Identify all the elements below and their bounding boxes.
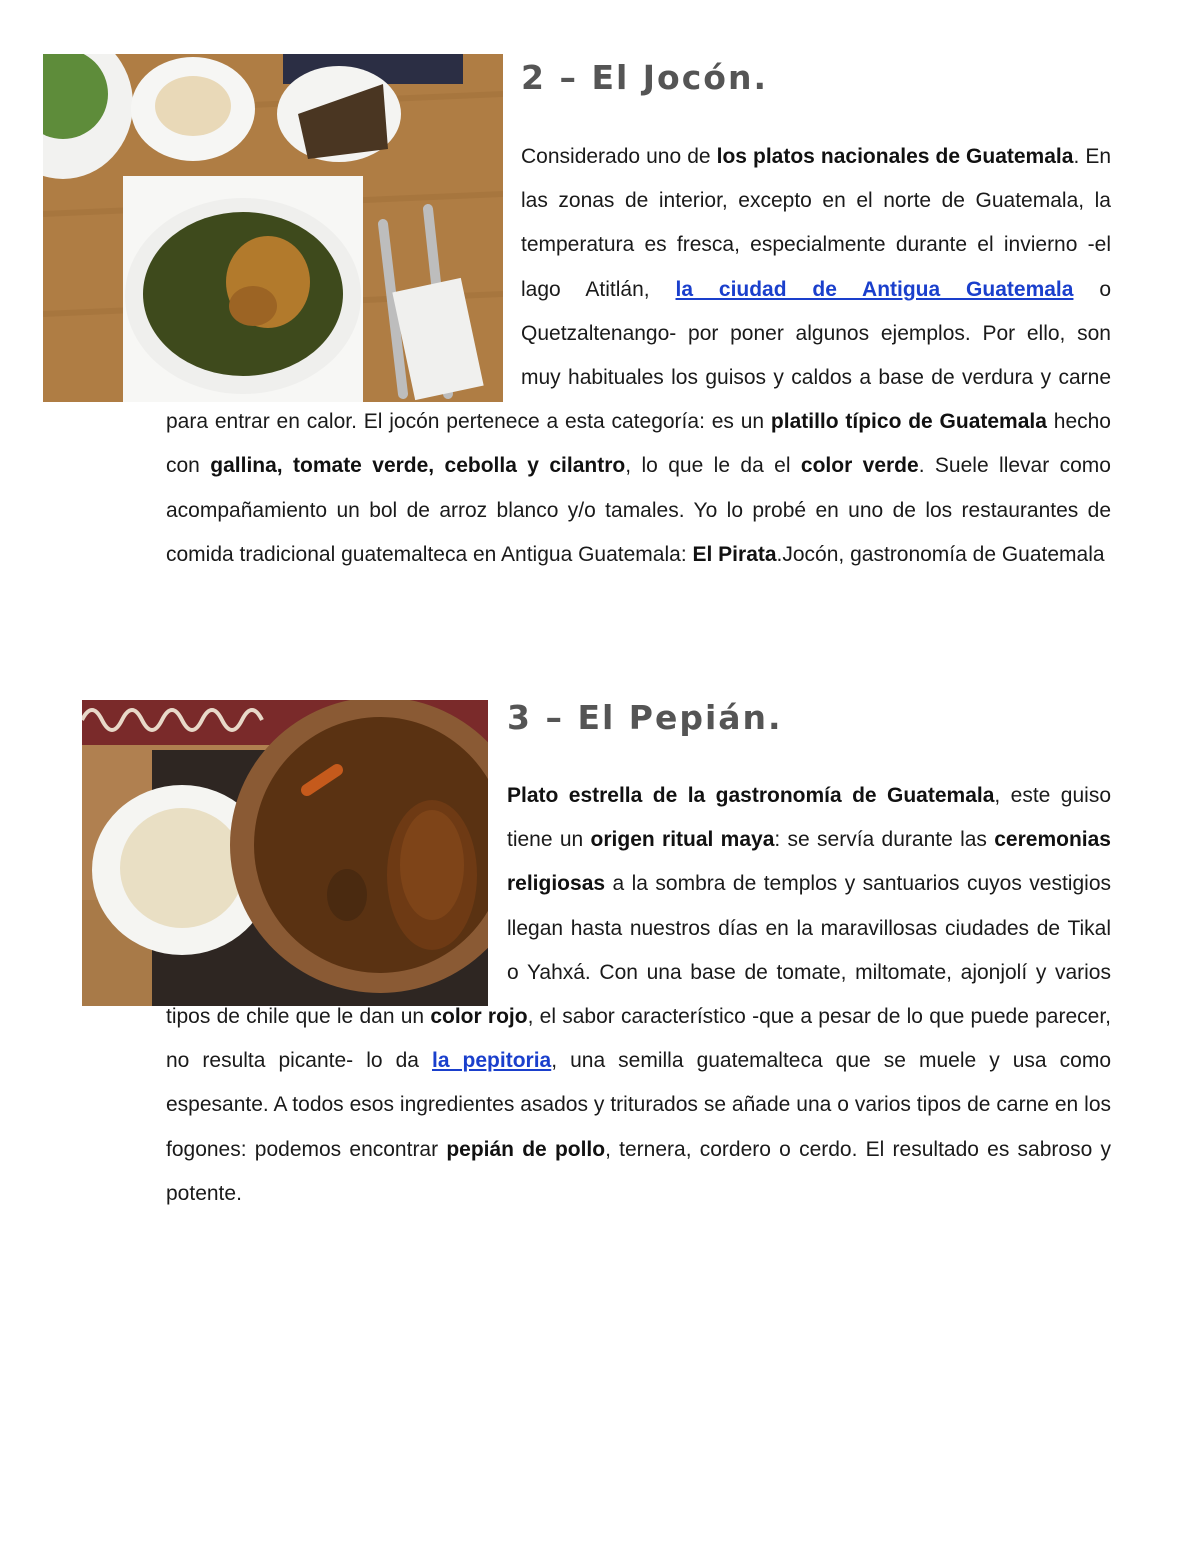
jocon-text-6: . Suele llevar como acompañamiento un bol de arroz blanco y/o tamales. Yo lo probé en uno de los restaurantes de comida tradicional guatemalteca en Antigua Guatemala: <box>166 454 1111 566</box>
pepian-bold-2: origen ritual maya <box>590 828 775 852</box>
jocon-bold-2: platillo típico de Guatemala <box>770 410 1047 434</box>
jocon-text-5: , lo que le da el <box>625 454 801 478</box>
jocon-bold-4: color verde <box>800 454 919 478</box>
pepian-bold-1: Plato estrella de la gastronomía de Guatemala <box>507 784 995 807</box>
jocon-bold-5: El Pirata <box>692 542 777 566</box>
pepian-bold-4: color rojo <box>430 1005 528 1029</box>
pepian-text-4: , el sabor característico -que a pesar de lo que puede parecer, no resulta picante- lo da <box>166 1005 1111 1073</box>
jocon-text-2: . En las zonas de interior, excepto en el norte de Guatemala, la temperatura es fresca, especialmente durante el invierno -el lago Atitlán, <box>521 145 1112 301</box>
jocon-bold-1: los platos nacionales de Guatemala <box>716 145 1074 168</box>
section-heading-pepian: 3 – El Pepián. <box>507 698 783 737</box>
pepian-paragraph <box>166 774 1111 1216</box>
jocon-text-7: .Jocón, gastronomía de Guatemala <box>776 542 1105 566</box>
pepian-bold-5: pepián de pollo <box>446 1137 606 1161</box>
link-antigua-guatemala[interactable]: la ciudad de Antigua Guatemala <box>675 277 1074 301</box>
jocon-text-3: o Quetzaltenango- por poner algunos ejemplos. Por ello, son muy habituales los guisos y caldos a base de verdura y carne para entrar en calor. El jocón pertenece a esta categoría: es un <box>166 277 1112 434</box>
pepian-text-6: , ternera, cordero o cerdo. El resultado es sabroso y potente. <box>166 1137 1111 1205</box>
pepian-text-3: a la sombra de templos y santuarios cuyos vestigios llegan hasta nuestros días en la maravillosas ciudades de Tikal o Yahxá. Con una base de tomate, miltomate, ajonjolí y varios tipos de chile que le dan un <box>166 872 1111 1029</box>
float-spacer <box>166 135 521 400</box>
pepian-bold-3: ceremonias religiosas <box>507 828 1111 896</box>
section-heading-jocon: 2 – El Jocón. <box>521 58 768 97</box>
pepian-text-1: , este guiso tiene un <box>507 784 1111 852</box>
pepian-text-5: , una semilla guatemalteca que se muele y usa como espesante. A todos esos ingredientes asados y triturados se añade una o varios tipos de carne en los fogones: podemos encontrar <box>166 1049 1111 1161</box>
jocon-paragraph <box>166 135 1111 577</box>
pepian-text-2: : se servía durante las <box>774 828 995 852</box>
float-spacer <box>166 774 507 994</box>
jocon-bold-3: gallina, tomate verde, cebolla y cilantro <box>210 454 626 478</box>
link-la-pepitoria[interactable]: la pepitoria <box>432 1049 552 1073</box>
jocon-text-4: hecho con <box>166 410 1111 478</box>
jocon-text-1: Considerado uno de <box>521 145 717 168</box>
